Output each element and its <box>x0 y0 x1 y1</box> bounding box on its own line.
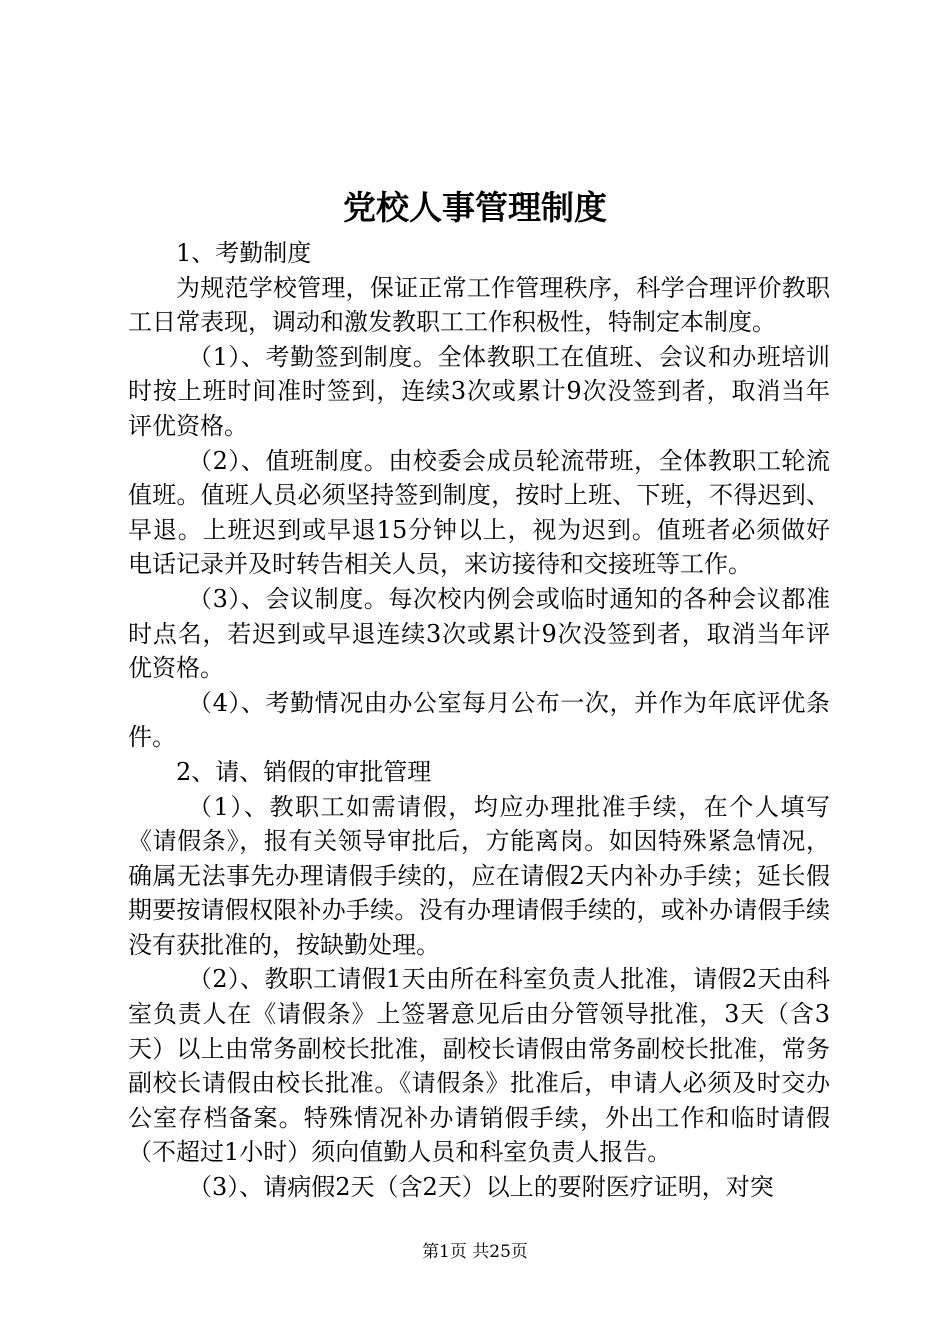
paragraph-leave-approval: （2）、教职工请假1天由所在科室负责人批准，请假2天由科室负责人在《请假条》上签署意见后由分管领导批准，3天（含3天）以上由常务副校长批准，副校长请假由常务副校长批准，常务副校长请假由校长批准。《请假条》批准后，申请人必须及时交办公室存档备案。特殊情况补办请销假手续，外出工作和临时请假（不超过1小时）须向值勤人员和科室负责人报告。 <box>128 965 830 1167</box>
paragraph-signin-rule: （1）、考勤签到制度。全体教职工在值班、会议和办班培训时按上班时间准时签到，连续3次或累计9次没签到者，取消当年评优资格。 <box>128 342 830 440</box>
document-title: 党校人事管理制度 <box>343 188 607 227</box>
document-body <box>128 236 830 1205</box>
paragraph-purpose: 为规范学校管理，保证正常工作管理秩序，科学合理评价教职工日常表现，调动和激发教职工工作积极性，特制定本制度。 <box>128 273 830 337</box>
paragraph-attendance-report: （4）、考勤情况由办公室每月公布一次，并作为年底评优条件。 <box>128 688 830 752</box>
section-heading-attendance: 1、考勤制度 <box>176 239 312 267</box>
paragraph-leave-procedure: （1）、教职工如需请假，均应办理批准手续，在个人填写《请假条》，报有关领导审批后，方能离岗。如因特殊紧急情况，确属无法事先办理请假手续的，应在请假2天内补办手续；延长假期要按请假权限补办手续。没有办理请假手续的，或补办请假手续没有获批准的，按缺勤处理。 <box>128 792 830 959</box>
paragraph-duty-rule: （2）、值班制度。由校委会成员轮流带班，全体教职工轮流值班。值班人员必须坚持签到制度，按时上班、下班，不得迟到、早退。上班迟到或早退15分钟以上，视为迟到。值班者必须做好电话记录并及时转告相关人员，来访接待和交接班等工作。 <box>128 446 830 579</box>
section-heading-leave: 2、请、销假的审批管理 <box>176 757 432 786</box>
page-footer: 第1页 共25页 <box>422 1242 528 1262</box>
paragraph-meeting-rule: （3）、会议制度。每次校内例会或临时通知的各种会议都准时点名，若迟到或早退连续3次或累计9次没签到者，取消当年评优资格。 <box>128 584 830 683</box>
paragraph-sick-leave: （3）、请病假2天（含2天）以上的要附医疗证明，对突 <box>188 1173 774 1202</box>
